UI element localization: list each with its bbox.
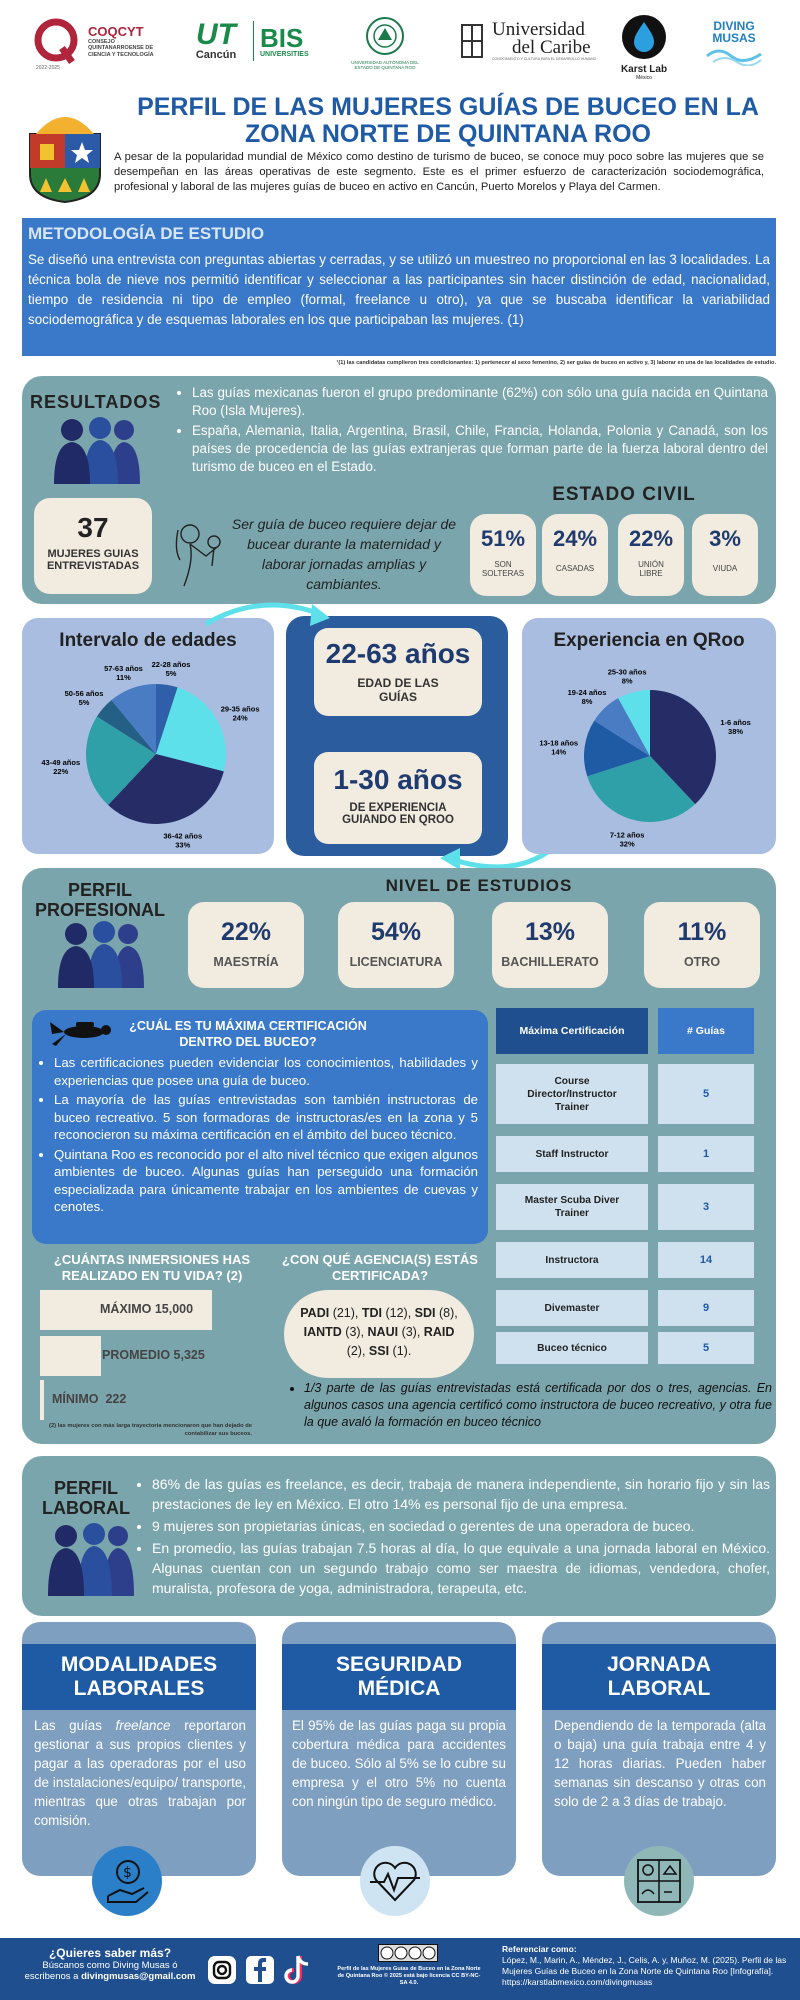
cert-bullet: • La mayoría de las guías entrevistadas son también instructoras de buceo recreativo. 5 son formadoras de instructoras/es en la zona y 5 reconocieron su máxima certificación en el ámbito del buceo técnico. bbox=[54, 1091, 478, 1144]
estudio-pct: 11% bbox=[677, 918, 727, 946]
women-silhouettes-icon bbox=[40, 414, 152, 484]
pie-label: 22-28 años 5% bbox=[151, 660, 191, 679]
cert-title: ¿CUÁL ES TU MÁXIMA CERTIFICACIÓN DENTRO DEL BUCEO? bbox=[129, 1019, 367, 1049]
estudio-card bbox=[188, 902, 304, 988]
cert-table bbox=[496, 1008, 776, 1368]
jornada-text: Dependiendo de la temporada (alta o baja) una guía trabaja entre 4 y 12 horas diarias. Pueden haber semanas sin descanso y otras con solo de 2 a 3 días de trabajo. bbox=[554, 1718, 766, 1809]
karstlab-name: Karst Lab bbox=[620, 64, 668, 75]
laboral-bullets bbox=[134, 1474, 770, 1600]
pie-label: 13-18 años 14% bbox=[539, 738, 579, 757]
karstlab-drop-icon bbox=[621, 14, 667, 60]
quintana-roo-shield bbox=[26, 104, 104, 204]
table-cell-certification: Staff Instructor bbox=[496, 1136, 648, 1172]
tiktok-icon[interactable] bbox=[284, 1954, 312, 1986]
uqroo-seal-icon bbox=[362, 16, 408, 56]
ucaribe-sub: CONOCIMIENTO Y CULTURA PARA EL DESARROLLO HUMANO bbox=[492, 57, 597, 61]
estudio-pct: 13% bbox=[524, 918, 576, 946]
wave-icon bbox=[705, 44, 763, 66]
agencia-item: TDI (12), bbox=[361, 1306, 415, 1320]
table-header: # Guías bbox=[658, 1008, 754, 1054]
civil-label: SON SOLTERAS bbox=[481, 560, 525, 578]
footer-question: ¿Quieres saber más? bbox=[48, 1946, 172, 1960]
experiencia-panel bbox=[522, 618, 776, 854]
civil-card bbox=[470, 514, 536, 596]
ucaribe-name: Universidad bbox=[492, 19, 585, 40]
ucaribe-logo bbox=[458, 18, 596, 64]
ut-bis-logo bbox=[185, 18, 309, 64]
cert-bullet: • Quintana Roo es reconocido por el alto nivel técnico que exigen algunos ambientes de buceo. Algunas guías han perseguido una formación especializada para únicamente trabajar en los ambientes de cuevas y cenotes. bbox=[54, 1146, 478, 1216]
footer-contact bbox=[20, 1946, 200, 1982]
instagram-icon[interactable] bbox=[208, 1956, 236, 1984]
modalidades-title: MODALIDADES LABORALES bbox=[22, 1644, 256, 1710]
civil-pct: 24% bbox=[552, 526, 598, 551]
agencia-title: ¿CON QUÉ AGENCIA(S) ESTÁS CERTIFICADA? bbox=[282, 1252, 478, 1283]
agencia-item: NAUI (3), bbox=[367, 1325, 424, 1339]
experience-range-label: DE EXPERIENCIA GUIANDO EN QROO bbox=[342, 802, 454, 826]
inmersiones-note: (2) las mujeres con más larga trayectoria mencionaron que han dejado de contabilizar sus buceos. bbox=[49, 1423, 252, 1437]
estudio-label: OTRO bbox=[683, 955, 721, 969]
pie-label: 19-24 años 8% bbox=[567, 687, 607, 706]
footer bbox=[0, 1938, 800, 2000]
estudio-label: LICENCIATURA bbox=[349, 955, 443, 969]
agencia-item: SSI (1). bbox=[368, 1344, 412, 1358]
table-cell-count: 1 bbox=[658, 1136, 754, 1172]
table-cell-certification: Buceo técnico bbox=[496, 1332, 648, 1364]
table-cell-certification: Instructora bbox=[496, 1242, 648, 1278]
karstlab-sub: México bbox=[636, 75, 652, 81]
laboral-title: PERFIL LABORAL bbox=[42, 1478, 130, 1518]
inmersiones-bar bbox=[40, 1336, 101, 1376]
cc-license-icon bbox=[378, 1944, 438, 1962]
seguridad-text: El 95% de las guías paga su propia cobertura médica para accidentes de buceo. Sólo al 5% se lo cubre su empresa y el otro 5% no cuenta con ningún tipo de seguro médico. bbox=[292, 1718, 506, 1809]
cert-panel bbox=[32, 1010, 488, 1244]
cert-bullets bbox=[36, 1054, 478, 1218]
laboral-bullet: • 9 mujeres son propietarias únicas, en sociedad o gerentes de una operadora de buceo. bbox=[152, 1516, 770, 1536]
svg-text:$: $ bbox=[123, 1865, 132, 1881]
experiencia-title: Experiencia en QRoo bbox=[553, 630, 745, 651]
center-panel bbox=[286, 616, 508, 856]
inmersiones-label: PROMEDIO 5,325 bbox=[102, 1348, 205, 1362]
estudio-label: BACHILLERATO bbox=[501, 955, 599, 969]
resultados-bullets bbox=[174, 384, 768, 478]
maternity-quote: Ser guía de buceo requiere dejar de bucear durante la maternidad y laborar jornadas amplias y cambiantes. bbox=[231, 516, 457, 592]
intro-text: A pesar de la popularidad mundial de México como destino de turismo de buceo, se conoce muy poco sobre las mujeres que se desempeñan en las áreas operativas de este segmento. Este es el primer esfuerzo de caracterización sociodemográfica, profesional y laboral de las mujeres guías de buceo en activo en Cancún, Puerto Morelos y Playa del Carmen. bbox=[114, 151, 764, 193]
seguridad-title: SEGURIDAD MÉDICA bbox=[282, 1644, 516, 1710]
diving-musas-logo bbox=[700, 20, 768, 71]
uqroo-logo bbox=[345, 16, 425, 71]
estudio-card bbox=[338, 902, 454, 988]
uqroo-name: UNIVERSIDAD AUTÓNOMA DEL ESTADO DE QUINTANA ROO bbox=[351, 60, 419, 70]
estado-civil-title: ESTADO CIVIL bbox=[552, 484, 696, 505]
seguridad-card bbox=[282, 1622, 516, 1876]
pie-label: 43-49 años 22% bbox=[41, 758, 81, 777]
metodologia-text: Se diseñó una entrevista con preguntas abiertas y cerradas, y se utilizó un muestreo no proporcional en las 3 localidades. La técnica bola de nieve nos permitió identificar y seleccionar a las participantes sin hacer distinción de edad, nacionalidad, tiempo de residencia ni tipo de empleo (formal, freelance u otro), ya que se buscaba identificar la variabilidad sociodemográfica y de esquemas laborales en los que participaban las mujeres. (1) bbox=[28, 252, 770, 327]
mother-baby-icon bbox=[164, 520, 228, 590]
license-text: Perfil de las Mujeres Guías de Buceo en la Zona Norte de Quintana Roo © 2025 está bajo licencia CC BY-NC-SA 4.0. bbox=[337, 1966, 481, 1986]
resultados-bullet: • España, Alemania, Italia, Argentina, Brasil, Chile, Francia, Holanda, Polonia y Canadá, son los países de procedencia de las guías extranjeras que forman parte de la fuerza laboral dentro del turismo de buceo en el Estado. bbox=[192, 422, 768, 476]
jornada-title: JORNADA LABORAL bbox=[542, 1644, 776, 1710]
profesional-title: PERFIL PROFESIONAL bbox=[34, 880, 165, 920]
agencia-item: PADI (21), bbox=[300, 1306, 362, 1320]
modalidades-text bbox=[34, 1716, 246, 1830]
weather-icon bbox=[624, 1846, 694, 1916]
civil-pct: 22% bbox=[628, 526, 674, 551]
civil-pct: 51% bbox=[480, 526, 526, 551]
experience-range-card bbox=[314, 752, 482, 844]
ref-url[interactable]: https://karstlabmexico.com/divingmusas bbox=[502, 1977, 653, 1987]
inmersiones-label: MÁXIMO 15,000 bbox=[100, 1302, 194, 1316]
pie-label: 7-12 años 32% bbox=[609, 830, 645, 849]
ut-name: UT bbox=[196, 18, 236, 51]
bis-sub: UNIVERSITIES bbox=[260, 50, 309, 58]
page-title: PERFIL DE LAS MUJERES GUÍAS DE BUCEO EN LA ZONA NORTE DE QUINTANA ROO bbox=[137, 93, 759, 148]
agencia-item: RAID (2), bbox=[346, 1325, 455, 1358]
civil-label: CASADAS bbox=[555, 564, 595, 573]
table-cell-count: 3 bbox=[658, 1184, 754, 1230]
curved-arrow-icon bbox=[200, 596, 340, 636]
cert-bullet: • Las certificaciones pueden evidenciar los conocimientos, habilidades y experiencias que posee una guía de buceo. bbox=[54, 1054, 478, 1089]
estudio-pct: 22% bbox=[220, 918, 272, 946]
laboral-bullet: • En promedio, las guías trabajan 7.5 horas al día, lo que equivale a una jornada laboral en México. Algunas cuentan con un segundo trabajo como ser maestra de idiomas, vendedora, chofer, muralista, profesora de yoga, administradora, terapeuta, etc. bbox=[152, 1538, 770, 1598]
agencia-item: IANTD (3), bbox=[303, 1325, 368, 1339]
civil-pct: 3% bbox=[709, 526, 741, 551]
coqcyt-sub: CONSEJO QUINTANARROENSE DE CIENCIA Y TECNOLOGÍA bbox=[88, 39, 154, 58]
karstlab-logo bbox=[614, 14, 674, 81]
ref-text: López, M., Marin, A., Méndez, J., Celis, A. y, Muñoz, M. (2025). Perfil de las Mujeres Guías de Buceo en la Zona Norte de Quintana Roo [Infografía]. bbox=[502, 1955, 787, 1976]
modalidades-card bbox=[22, 1622, 256, 1876]
footer-email[interactable]: divingmusas@gmail.com bbox=[81, 1971, 196, 1982]
modalidades-text-content: Las guías freelance reportaron gestionar a sus propios clientes y pagar a las operadoras por el uso de instalaciones/equipo/ transporte, mientras que otras trabajan por comisión. bbox=[34, 1718, 246, 1828]
age-range-label: EDAD DE LAS GUÍAS bbox=[357, 676, 439, 704]
civil-card bbox=[692, 514, 758, 596]
pie-label: 50-56 años 5% bbox=[64, 688, 104, 707]
table-cell-certification: Master Scuba Diver Trainer bbox=[496, 1184, 648, 1230]
diving-musas-name-2: MUSAS bbox=[712, 31, 756, 45]
pie-label: 1-6 años 38% bbox=[720, 718, 751, 737]
coqcyt-logo bbox=[32, 18, 160, 64]
inmersiones-title: ¿CUÁNTAS INMERSIONES HAS REALIZADO EN TU VIDA? (2) bbox=[53, 1252, 251, 1283]
civil-label: UNIÓN LIBRE bbox=[638, 560, 664, 578]
laboral-bullet: • 86% de las guías es freelance, es decir, trabaja de manera independiente, sin horario fijo y sin las prestaciones de ley en México. El otro 14% es personal fijo de una empresa. bbox=[152, 1474, 770, 1514]
pie-label: 25-30 años 8% bbox=[607, 667, 647, 686]
count-card bbox=[34, 498, 152, 594]
ucaribe-name-2: del Caribe bbox=[512, 37, 591, 58]
coqcyt-years: 2022-2025 bbox=[36, 65, 60, 71]
footer-line1: Búscanos como Diving Musas ó bbox=[42, 1960, 178, 1971]
bis-name: BIS bbox=[260, 22, 304, 53]
pie-label: 29-35 años 24% bbox=[220, 704, 260, 723]
pie-label: 57-63 años 11% bbox=[104, 664, 143, 683]
table-cell-certification: Course Director/Instructor Trainer bbox=[496, 1064, 648, 1124]
civil-label: VIUDA bbox=[712, 564, 738, 573]
resultados-title: RESULTADOS bbox=[30, 392, 162, 412]
edades-title: Intervalo de edades bbox=[59, 630, 237, 651]
jornada-card bbox=[542, 1622, 776, 1876]
diver-icon bbox=[48, 1016, 122, 1050]
estudios-title: NIVEL DE ESTUDIOS bbox=[385, 876, 573, 895]
state-shield-icon bbox=[26, 104, 104, 204]
table-header: Máxima Certificación bbox=[496, 1008, 648, 1054]
coqcyt-mark-icon bbox=[32, 18, 82, 64]
resultados-bullet: • Las guías mexicanas fueron el grupo predominante (62%) con sólo una guía nacida en Quintana Roo (Isla Mujeres). bbox=[192, 384, 768, 420]
ref-title: Referenciar como: bbox=[502, 1944, 577, 1954]
agencia-list bbox=[294, 1304, 464, 1361]
money-hand-icon bbox=[92, 1846, 162, 1916]
footer-reference bbox=[502, 1944, 792, 1988]
experience-range: 1-30 años bbox=[333, 764, 463, 795]
metodologia-panel bbox=[22, 218, 776, 356]
metodologia-title: METODOLOGÍA DE ESTUDIO bbox=[28, 224, 265, 243]
facebook-icon[interactable] bbox=[246, 1956, 274, 1984]
pie-label: 36-42 años 33% bbox=[163, 831, 203, 850]
table-cell-certification: Divemaster bbox=[496, 1290, 648, 1326]
agencia-note: • 1/3 parte de las guías entrevistadas está certificada por dos o tres, agencias. En algunos casos una agencia certificó como instructora de buceo recreativo, y otra fue la que avaló la formación en buceo técnico bbox=[304, 1380, 772, 1431]
table-cell-count: 5 bbox=[658, 1064, 754, 1124]
agencia-note-wrap bbox=[286, 1380, 772, 1433]
agencia-item: SDI (8), bbox=[414, 1306, 458, 1320]
civil-card bbox=[618, 514, 684, 596]
table-cell-count: 14 bbox=[658, 1242, 754, 1278]
civil-card bbox=[542, 514, 608, 596]
edades-pie-chart bbox=[22, 652, 274, 852]
edades-panel bbox=[22, 618, 274, 854]
age-range-card bbox=[314, 628, 482, 716]
estudio-label: MAESTRÍA bbox=[213, 955, 279, 969]
ut-sub: Cancún bbox=[195, 49, 237, 61]
age-range: 22-63 años bbox=[325, 638, 471, 669]
estudio-card bbox=[644, 902, 760, 988]
estudio-card bbox=[492, 902, 608, 988]
experiencia-pie-chart bbox=[522, 652, 776, 852]
women-silhouettes-icon bbox=[34, 1520, 146, 1596]
metodologia-footnote: ¹(1) las candidatas cumplieron tres condicionantes: 1) pertenecer al sexo femenino, 2) ser guías de buceo en activo y, 3) laborar en una de las localidades de estudio. bbox=[336, 360, 776, 366]
diving-musas-name: DIVING bbox=[713, 19, 755, 33]
footer-line2: escribenos a bbox=[24, 1971, 82, 1982]
women-silhouettes-icon bbox=[44, 918, 156, 988]
inmersiones-bar bbox=[40, 1380, 44, 1420]
table-cell-count: 5 bbox=[658, 1332, 754, 1364]
count-label: MUJERES GUIAS ENTREVISTADAS bbox=[46, 548, 140, 572]
ucaribe-mark-icon bbox=[458, 21, 486, 61]
count-value: 37 bbox=[77, 512, 109, 543]
coqcyt-name: COQCYT bbox=[88, 24, 144, 40]
heartbeat-icon bbox=[360, 1846, 430, 1916]
inmersiones-label: MÍNIMO 222 bbox=[52, 1392, 127, 1406]
estudio-pct: 54% bbox=[370, 918, 422, 946]
table-cell-count: 9 bbox=[658, 1290, 754, 1326]
inmersiones-bar-chart bbox=[40, 1290, 280, 1420]
agencia-bubble bbox=[284, 1290, 474, 1378]
